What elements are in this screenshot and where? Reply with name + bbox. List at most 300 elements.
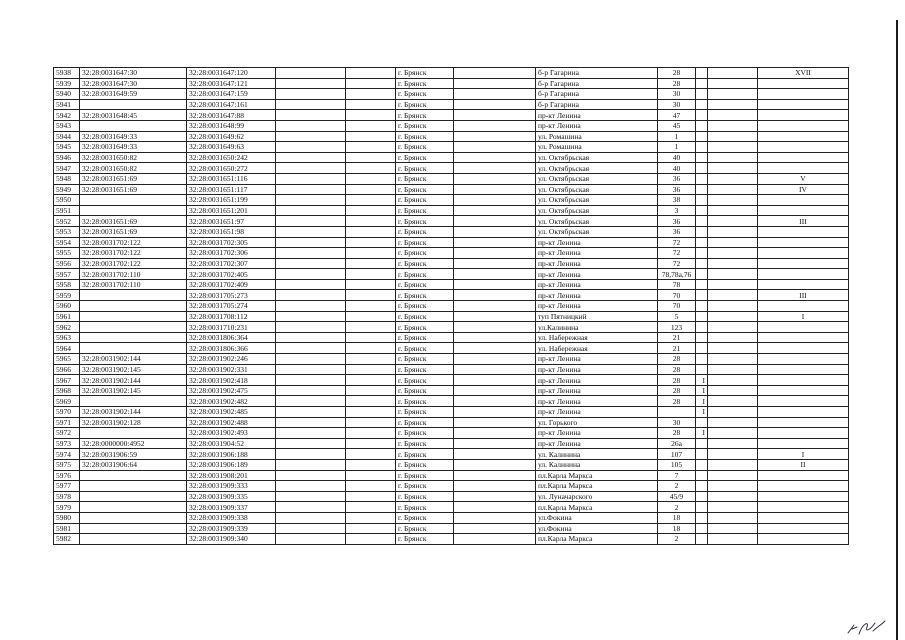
house-number-cell: 45/9 xyxy=(658,491,696,502)
object-cadastral-number-cell: 32:28:0031708:112 xyxy=(187,311,276,322)
street-cell: пр-кт Ленина xyxy=(536,279,658,290)
city-cell: г. Брянск xyxy=(396,99,454,110)
building-mark-cell xyxy=(696,226,708,237)
empty-cell xyxy=(346,364,396,375)
record-number-cell: 5962 xyxy=(54,322,80,333)
city-cell: г. Брянск xyxy=(396,205,454,216)
city-cell: г. Брянск xyxy=(396,375,454,386)
empty-cell xyxy=(276,301,346,312)
letter-cell xyxy=(758,131,849,142)
empty-cell xyxy=(276,78,346,89)
empty-cell xyxy=(708,216,758,227)
building-mark-cell xyxy=(696,322,708,333)
empty-cell xyxy=(708,142,758,153)
street-cell: пр-кт Ленина xyxy=(536,385,658,396)
object-cadastral-number-cell: 32:28:0031902:493 xyxy=(187,428,276,439)
street-cell: б-р Гагарина xyxy=(536,99,658,110)
object-cadastral-number-cell: 32:28:0031908:201 xyxy=(187,470,276,481)
empty-cell xyxy=(276,68,346,79)
empty-cell xyxy=(276,89,346,100)
city-cell: г. Брянск xyxy=(396,364,454,375)
object-cadastral-number-cell: 32:28:0031806:364 xyxy=(187,332,276,343)
empty-cell xyxy=(346,428,396,439)
land-cadastral-number-cell: 32:28:0031651:69 xyxy=(80,184,187,195)
record-number-cell: 5982 xyxy=(54,534,80,545)
city-cell: г. Брянск xyxy=(396,311,454,322)
building-mark-cell xyxy=(696,311,708,322)
street-cell: пр-кт Ленина xyxy=(536,428,658,439)
empty-cell xyxy=(346,417,396,428)
object-cadastral-number-cell: 32:28:0031909:338 xyxy=(187,512,276,523)
house-number-cell: 21 xyxy=(658,332,696,343)
empty-cell xyxy=(454,523,536,534)
empty-cell xyxy=(708,163,758,174)
empty-cell xyxy=(276,332,346,343)
house-number-cell: 28 xyxy=(658,78,696,89)
record-number-cell: 5965 xyxy=(54,354,80,365)
land-cadastral-number-cell: 32:28:0031702:122 xyxy=(80,258,187,269)
record-number-cell: 5974 xyxy=(54,449,80,460)
empty-cell xyxy=(454,89,536,100)
city-cell: г. Брянск xyxy=(396,459,454,470)
letter-cell xyxy=(758,163,849,174)
house-number-cell: 28 xyxy=(658,385,696,396)
street-cell: ул. Луначарского xyxy=(536,491,658,502)
empty-cell xyxy=(346,142,396,153)
table-row xyxy=(54,343,849,354)
table-row xyxy=(54,78,849,89)
object-cadastral-number-cell: 32:28:0031702:305 xyxy=(187,237,276,248)
land-cadastral-number-cell xyxy=(80,332,187,343)
object-cadastral-number-cell: 32:28:0031651:199 xyxy=(187,195,276,206)
street-cell: ул. Октябрьская xyxy=(536,163,658,174)
house-number-cell: 28 xyxy=(658,428,696,439)
land-cadastral-number-cell xyxy=(80,301,187,312)
table-row xyxy=(54,205,849,216)
land-cadastral-number-cell xyxy=(80,502,187,513)
record-number-cell: 5958 xyxy=(54,279,80,290)
empty-cell xyxy=(708,226,758,237)
record-number-cell: 5959 xyxy=(54,290,80,301)
empty-cell xyxy=(346,322,396,333)
street-cell: ул. Набережная xyxy=(536,343,658,354)
building-mark-cell xyxy=(696,438,708,449)
empty-cell xyxy=(346,343,396,354)
street-cell: пр-кт Ленина xyxy=(536,301,658,312)
land-cadastral-number-cell xyxy=(80,396,187,407)
object-cadastral-number-cell: 32:28:0031902:482 xyxy=(187,396,276,407)
letter-cell xyxy=(758,491,849,502)
empty-cell xyxy=(346,523,396,534)
empty-cell xyxy=(346,131,396,142)
city-cell: г. Брянск xyxy=(396,163,454,174)
empty-cell xyxy=(454,502,536,513)
empty-cell xyxy=(276,459,346,470)
object-cadastral-number-cell: 32:28:0031906:188 xyxy=(187,449,276,460)
empty-cell xyxy=(346,407,396,418)
object-cadastral-number-cell: 32:28:0031902:485 xyxy=(187,407,276,418)
letter-cell xyxy=(758,152,849,163)
empty-cell xyxy=(276,354,346,365)
object-cadastral-number-cell: 32:28:0031902:475 xyxy=(187,385,276,396)
city-cell: г. Брянск xyxy=(396,428,454,439)
empty-cell xyxy=(708,385,758,396)
empty-cell xyxy=(346,99,396,110)
letter-cell: V xyxy=(758,173,849,184)
record-number-cell: 5978 xyxy=(54,491,80,502)
object-cadastral-number-cell: 32:28:0031651:117 xyxy=(187,184,276,195)
land-cadastral-number-cell xyxy=(80,322,187,333)
letter-cell xyxy=(758,364,849,375)
building-mark-cell xyxy=(696,491,708,502)
empty-cell xyxy=(708,407,758,418)
letter-cell xyxy=(758,205,849,216)
object-cadastral-number-cell: 32:28:0031909:337 xyxy=(187,502,276,513)
record-number-cell: 5967 xyxy=(54,375,80,386)
record-number-cell: 5970 xyxy=(54,407,80,418)
city-cell: г. Брянск xyxy=(396,322,454,333)
empty-cell xyxy=(276,195,346,206)
object-cadastral-number-cell: 32:28:0031902:331 xyxy=(187,364,276,375)
empty-cell xyxy=(454,237,536,248)
table-row xyxy=(54,449,849,460)
empty-cell xyxy=(276,407,346,418)
record-number-cell: 5966 xyxy=(54,364,80,375)
house-number-cell: 36 xyxy=(658,184,696,195)
object-cadastral-number-cell: 32:28:0031651:116 xyxy=(187,173,276,184)
record-number-cell: 5943 xyxy=(54,120,80,131)
house-number-cell: 30 xyxy=(658,89,696,100)
city-cell: г. Брянск xyxy=(396,301,454,312)
building-mark-cell xyxy=(696,99,708,110)
building-mark-cell xyxy=(696,332,708,343)
table-row xyxy=(54,354,849,365)
record-number-cell: 5957 xyxy=(54,269,80,280)
street-cell: ул. Октябрьская xyxy=(536,216,658,227)
table-row xyxy=(54,364,849,375)
empty-cell xyxy=(708,269,758,280)
city-cell: г. Брянск xyxy=(396,290,454,301)
street-cell: пр-кт Ленина xyxy=(536,364,658,375)
empty-cell xyxy=(454,417,536,428)
house-number-cell: 72 xyxy=(658,258,696,269)
building-mark-cell xyxy=(696,354,708,365)
empty-cell xyxy=(708,110,758,121)
table-row xyxy=(54,290,849,301)
building-mark-cell xyxy=(696,512,708,523)
house-number-cell xyxy=(658,407,696,418)
house-number-cell: 18 xyxy=(658,523,696,534)
city-cell: г. Брянск xyxy=(396,438,454,449)
object-cadastral-number-cell: 32:28:0031904:52 xyxy=(187,438,276,449)
house-number-cell: 47 xyxy=(658,110,696,121)
empty-cell xyxy=(346,301,396,312)
empty-cell xyxy=(346,173,396,184)
handwritten-signature-icon xyxy=(845,615,890,637)
building-mark-cell xyxy=(696,449,708,460)
city-cell: г. Брянск xyxy=(396,216,454,227)
city-cell: г. Брянск xyxy=(396,343,454,354)
building-mark-cell xyxy=(696,279,708,290)
letter-cell: III xyxy=(758,290,849,301)
empty-cell xyxy=(454,226,536,237)
street-cell: пл.Карла Маркса xyxy=(536,534,658,545)
record-number-cell: 5979 xyxy=(54,502,80,513)
empty-cell xyxy=(454,279,536,290)
empty-cell xyxy=(708,120,758,131)
empty-cell xyxy=(454,322,536,333)
empty-cell xyxy=(346,152,396,163)
letter-cell xyxy=(758,301,849,312)
land-cadastral-number-cell: 32:28:0031702:110 xyxy=(80,279,187,290)
building-mark-cell xyxy=(696,78,708,89)
empty-cell xyxy=(708,417,758,428)
table-row xyxy=(54,311,849,322)
empty-cell xyxy=(276,248,346,259)
house-number-cell: 70 xyxy=(658,301,696,312)
letter-cell xyxy=(758,120,849,131)
building-mark-cell xyxy=(696,269,708,280)
empty-cell xyxy=(276,470,346,481)
object-cadastral-number-cell: 32:28:0031649:63 xyxy=(187,142,276,153)
empty-cell xyxy=(346,375,396,386)
object-cadastral-number-cell: 32:28:0031909:340 xyxy=(187,534,276,545)
house-number-cell: 30 xyxy=(658,417,696,428)
empty-cell xyxy=(708,89,758,100)
empty-cell xyxy=(454,354,536,365)
city-cell: г. Брянск xyxy=(396,68,454,79)
house-number-cell: 36 xyxy=(658,216,696,227)
table-row xyxy=(54,301,849,312)
letter-cell xyxy=(758,428,849,439)
empty-cell xyxy=(346,184,396,195)
letter-cell xyxy=(758,523,849,534)
record-number-cell: 5947 xyxy=(54,163,80,174)
table-row xyxy=(54,512,849,523)
table-row xyxy=(54,184,849,195)
street-cell: ул. Октябрьская xyxy=(536,152,658,163)
empty-cell xyxy=(708,459,758,470)
land-cadastral-number-cell: 32:28:0031902:145 xyxy=(80,364,187,375)
street-cell: пр-кт Ленина xyxy=(536,396,658,407)
empty-cell xyxy=(708,152,758,163)
empty-cell xyxy=(276,237,346,248)
empty-cell xyxy=(454,512,536,523)
empty-cell xyxy=(454,78,536,89)
building-mark-cell xyxy=(696,343,708,354)
city-cell: г. Брянск xyxy=(396,523,454,534)
empty-cell xyxy=(708,491,758,502)
empty-cell xyxy=(708,449,758,460)
empty-cell xyxy=(346,449,396,460)
letter-cell xyxy=(758,248,849,259)
table-row xyxy=(54,152,849,163)
land-cadastral-number-cell xyxy=(80,534,187,545)
house-number-cell: 36 xyxy=(658,226,696,237)
land-cadastral-number-cell: 32:28:0031902:144 xyxy=(80,375,187,386)
empty-cell xyxy=(276,279,346,290)
empty-cell xyxy=(346,248,396,259)
table-row xyxy=(54,226,849,237)
table-row xyxy=(54,163,849,174)
empty-cell xyxy=(276,534,346,545)
letter-cell xyxy=(758,78,849,89)
letter-cell xyxy=(758,396,849,407)
empty-cell xyxy=(346,237,396,248)
land-cadastral-number-cell: 32:28:0031702:122 xyxy=(80,237,187,248)
table-row xyxy=(54,110,849,121)
city-cell: г. Брянск xyxy=(396,396,454,407)
building-mark-cell xyxy=(696,502,708,513)
city-cell: г. Брянск xyxy=(396,110,454,121)
empty-cell xyxy=(276,290,346,301)
land-cadastral-number-cell: 32:28:0031651:69 xyxy=(80,216,187,227)
street-cell: ул. Октябрьская xyxy=(536,205,658,216)
city-cell: г. Брянск xyxy=(396,258,454,269)
table-row xyxy=(54,470,849,481)
street-cell: пр-кт Ленина xyxy=(536,438,658,449)
building-mark-cell xyxy=(696,110,708,121)
object-cadastral-number-cell: 32:28:0031909:333 xyxy=(187,481,276,492)
table-row xyxy=(54,279,849,290)
street-cell: пр-кт Ленина xyxy=(536,110,658,121)
city-cell: г. Брянск xyxy=(396,152,454,163)
house-number-cell: 28 xyxy=(658,68,696,79)
record-number-cell: 5961 xyxy=(54,311,80,322)
letter-cell xyxy=(758,481,849,492)
city-cell: г. Брянск xyxy=(396,332,454,343)
building-mark-cell: I xyxy=(696,385,708,396)
empty-cell xyxy=(346,110,396,121)
empty-cell xyxy=(708,428,758,439)
land-cadastral-number-cell: 32:28:0031906:59 xyxy=(80,449,187,460)
object-cadastral-number-cell: 32:28:0031647:88 xyxy=(187,110,276,121)
empty-cell xyxy=(346,68,396,79)
building-mark-cell xyxy=(696,68,708,79)
street-cell: пр-кт Ленина xyxy=(536,354,658,365)
table-row xyxy=(54,396,849,407)
land-cadastral-number-cell: 32:28:0031902:144 xyxy=(80,407,187,418)
empty-cell xyxy=(276,184,346,195)
land-cadastral-number-cell: 32:28:0031649:33 xyxy=(80,142,187,153)
street-cell: б-р Гагарина xyxy=(536,78,658,89)
building-mark-cell xyxy=(696,248,708,259)
empty-cell xyxy=(454,491,536,502)
record-number-cell: 5939 xyxy=(54,78,80,89)
city-cell: г. Брянск xyxy=(396,173,454,184)
empty-cell xyxy=(454,343,536,354)
land-cadastral-number-cell xyxy=(80,491,187,502)
city-cell: г. Брянск xyxy=(396,237,454,248)
land-cadastral-number-cell: 32:28:0031647:30 xyxy=(80,68,187,79)
record-number-cell: 5940 xyxy=(54,89,80,100)
empty-cell xyxy=(708,364,758,375)
empty-cell xyxy=(346,470,396,481)
building-mark-cell: I xyxy=(696,407,708,418)
empty-cell xyxy=(708,343,758,354)
empty-cell xyxy=(708,354,758,365)
empty-cell xyxy=(346,226,396,237)
building-mark-cell xyxy=(696,534,708,545)
land-cadastral-number-cell: 32:28:0031702:110 xyxy=(80,269,187,280)
house-number-cell: 28 xyxy=(658,354,696,365)
street-cell: пр-кт Ленина xyxy=(536,375,658,386)
land-cadastral-number-cell xyxy=(80,343,187,354)
land-cadastral-number-cell: 32:28:0031648:45 xyxy=(80,110,187,121)
empty-cell xyxy=(276,269,346,280)
object-cadastral-number-cell: 32:28:0031909:335 xyxy=(187,491,276,502)
record-number-cell: 5942 xyxy=(54,110,80,121)
empty-cell xyxy=(276,396,346,407)
empty-cell xyxy=(346,534,396,545)
empty-cell xyxy=(708,279,758,290)
building-mark-cell xyxy=(696,120,708,131)
land-cadastral-number-cell xyxy=(80,120,187,131)
record-number-cell: 5954 xyxy=(54,237,80,248)
empty-cell xyxy=(708,205,758,216)
house-number-cell: 105 xyxy=(658,459,696,470)
house-number-cell: 36 xyxy=(658,173,696,184)
table-row xyxy=(54,428,849,439)
city-cell: г. Брянск xyxy=(396,354,454,365)
empty-cell xyxy=(346,512,396,523)
building-mark-cell: I xyxy=(696,396,708,407)
letter-cell xyxy=(758,89,849,100)
object-cadastral-number-cell: 32:28:0031649:62 xyxy=(187,131,276,142)
house-number-cell: 2 xyxy=(658,534,696,545)
letter-cell xyxy=(758,279,849,290)
letter-cell xyxy=(758,385,849,396)
land-cadastral-number-cell: 32:28:0031702:122 xyxy=(80,248,187,259)
empty-cell xyxy=(276,449,346,460)
table-row xyxy=(54,68,849,79)
city-cell: г. Брянск xyxy=(396,470,454,481)
empty-cell xyxy=(454,205,536,216)
building-mark-cell xyxy=(696,481,708,492)
empty-cell xyxy=(708,173,758,184)
city-cell: г. Брянск xyxy=(396,248,454,259)
letter-cell xyxy=(758,99,849,110)
land-cadastral-number-cell xyxy=(80,512,187,523)
empty-cell xyxy=(276,322,346,333)
empty-cell xyxy=(276,375,346,386)
letter-cell xyxy=(758,332,849,343)
table-row xyxy=(54,375,849,386)
letter-cell xyxy=(758,269,849,280)
record-number-cell: 5976 xyxy=(54,470,80,481)
building-mark-cell xyxy=(696,184,708,195)
object-cadastral-number-cell: 32:28:0031906:189 xyxy=(187,459,276,470)
street-cell: ул.Фокина xyxy=(536,512,658,523)
empty-cell xyxy=(346,163,396,174)
land-cadastral-number-cell xyxy=(80,99,187,110)
table-row xyxy=(54,173,849,184)
street-cell: пл.Карла Маркса xyxy=(536,470,658,481)
empty-cell xyxy=(346,279,396,290)
land-cadastral-number-cell xyxy=(80,523,187,534)
house-number-cell: 1 xyxy=(658,142,696,153)
empty-cell xyxy=(276,163,346,174)
record-number-cell: 5950 xyxy=(54,195,80,206)
empty-cell xyxy=(276,481,346,492)
city-cell: г. Брянск xyxy=(396,78,454,89)
object-cadastral-number-cell: 32:28:0031902:418 xyxy=(187,375,276,386)
empty-cell xyxy=(276,173,346,184)
record-number-cell: 5977 xyxy=(54,481,80,492)
street-cell: ул. Набережная xyxy=(536,332,658,343)
empty-cell xyxy=(276,110,346,121)
empty-cell xyxy=(708,237,758,248)
